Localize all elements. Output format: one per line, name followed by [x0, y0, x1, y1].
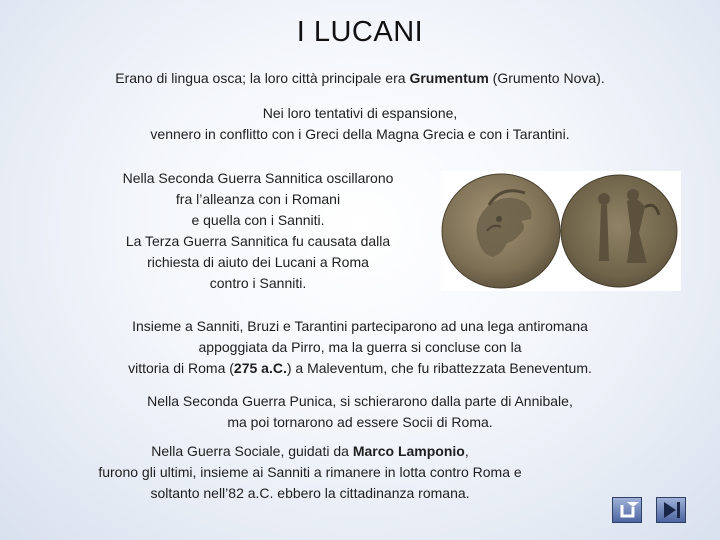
samnite-line-4: La Terza Guerra Sannitica fu causata dalla [125, 233, 391, 249]
paragraph-expansion [20, 103, 700, 145]
social-line-1-pre: Nella Guerra Sociale, guidati da [151, 443, 353, 459]
coin-image [441, 171, 681, 291]
samnite-line-2: fra l’alleanza con i Romani [175, 191, 341, 207]
paragraph-capital-bold: Grumentum [409, 70, 489, 86]
coin-obverse-helmeted-head-icon [442, 174, 560, 288]
paragraph-capital-pre: Erano di lingua osca; la loro città principale era [115, 70, 410, 86]
social-line-1-post: , [464, 443, 469, 459]
paragraph-capital [20, 68, 700, 89]
return-arrow-icon [613, 498, 641, 522]
samnite-line-6: contro i Sanniti. [209, 275, 307, 291]
samnite-line-1: Nella Seconda Guerra Sannitica oscillarono [122, 170, 394, 186]
social-line-2: furono gli ultimi, insieme ai Sanniti a rimanere in lotta contro Roma e [98, 464, 522, 480]
paragraph-capital-post: (Grumento Nova). [488, 70, 605, 86]
paragraph-social-war [30, 441, 590, 504]
social-line-1-bold: Marco Lamponio [352, 443, 465, 459]
paragraph-expansion-line1: Nei loro tentativi di espansione, [262, 105, 458, 121]
next-slide-icon [657, 498, 685, 522]
next-slide-button[interactable] [656, 497, 686, 523]
social-line-3: soltanto nell’82 a.C. ebbero la cittadinanza romana. [150, 485, 470, 501]
coin-image-svg [441, 171, 681, 291]
return-button[interactable] [612, 497, 642, 523]
paragraph-samnite-wars [90, 168, 426, 294]
pyrrhus-line-2: appoggiata da Pirro, ma la guerra si concluse con la [198, 339, 522, 355]
punic-line-2: ma poi tornarono ad essere Socii di Roma. [227, 414, 493, 430]
coin-reverse-figures-icon [561, 175, 677, 287]
slide-title: I LUCANI [296, 16, 424, 48]
pyrrhus-line-1: Insieme a Sanniti, Bruzi e Tarantini parteciparono ad una lega antiromana [132, 318, 588, 334]
pyrrhus-line-3-post: ) a Maleventum, che fu ribattezzata Beneventum. [286, 360, 592, 376]
pyrrhus-line-3-bold: 275 a.C. [233, 360, 287, 376]
pyrrhus-line-3-pre: vittoria di Roma ( [128, 360, 234, 376]
paragraph-punic-war [40, 391, 680, 433]
samnite-line-3: e quella con i Sanniti. [191, 212, 325, 228]
paragraph-pyrrhus [40, 316, 680, 379]
punic-line-1: Nella Seconda Guerra Punica, si schierarono dalla parte di Annibale, [147, 393, 573, 409]
paragraph-expansion-line2: vennero in conflitto con i Greci della Magna Grecia e con i Tarantini. [150, 126, 570, 142]
samnite-line-5: richiesta di aiuto dei Lucani a Roma [147, 254, 369, 270]
